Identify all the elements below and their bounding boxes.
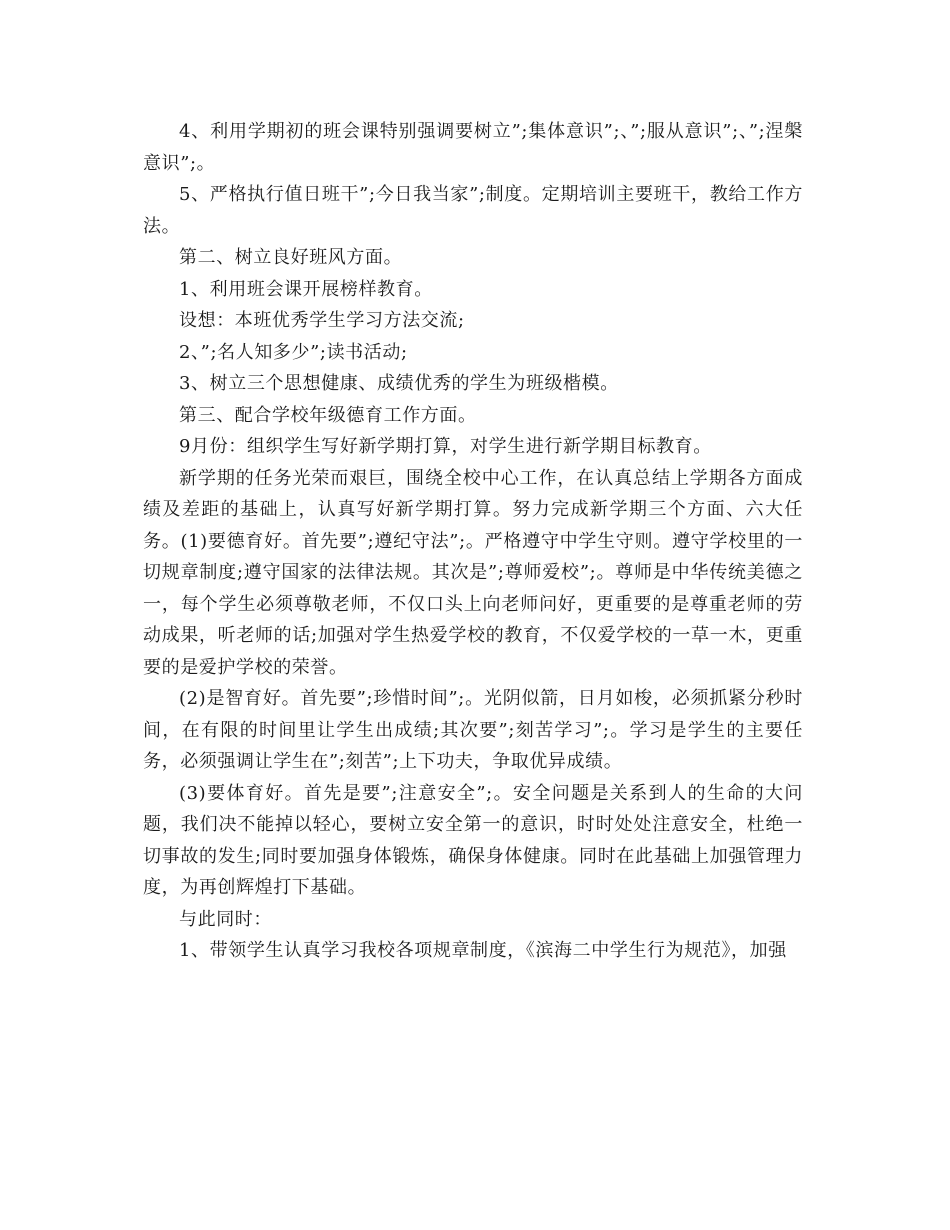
paragraph-8: 新学期的任务光荣而艰巨，围绕全校中心工作，在认真总结上学期各方面成绩及差距的基础上，认真写好新学期打算。努力完成新学期三个方面、六大任务。(1)要德育好。首先要”;遵纪守法”;。严格遵守中学生守则。遵守学校里的一切规章制度;遵守国家的法律法规。其次是”;尊师爱校”;。尊师是中华传统美德之一，每个学生必须尊敬老师，不仅口头上向老师问好，更重要的是尊重老师的劳动成果，听老师的话;加强对学生热爱学校的教育，不仅爱学校的一草一木，更重要的是爱护学校的荣誉。 (143, 467, 803, 678)
paragraph-7: 9月份：组织学生写好新学期打算，对学生进行新学期目标教育。 (179, 436, 712, 457)
section-heading-3: 第三、配合学校年级德育工作方面。 (179, 404, 477, 426)
paragraph-3: 1、利用班会课开展榜样教育。 (179, 278, 433, 300)
paragraph-4: 设想：本班优秀学生学习方法交流; (179, 310, 465, 331)
paragraph-11: 与此同时： (179, 908, 272, 930)
section-heading-2: 第二、树立良好班风方面。 (179, 247, 403, 268)
paragraph-6: 3、树立三个思想健康、成绩优秀的学生为班级楷模。 (179, 373, 619, 394)
paragraph-5: 2、”;名人知多少”;读书活动; (179, 341, 408, 363)
paragraph-12: 1、带领学生认真学习我校各项规章制度，《滨海二中学生行为规范》，加强 (179, 940, 787, 961)
paragraph-10: (3)要体育好。首先是要”;注意安全”;。安全问题是关系到人的生命的大问题，我们决不能掉以轻心，要树立安全第一的意识，时时处处注意安全，杜绝一切事故的发生;同时要加强身体锻炼，确保身体健康。同时在此基础上加强管理力度，为再创辉煌打下基础。 (143, 782, 803, 898)
paragraph-1: 4、利用学期初的班会课特别强调要树立”;集体意识”;、”;服从意识”;、”;涅槃意识”;。 (143, 121, 803, 174)
paragraph-9: (2)是智育好。首先要”;珍惜时间”;。光阴似箭，日月如梭，必须抓紧分秒时间，在有限的时间里让学生出成绩;其次要”;刻苦学习”;。学习是学生的主要任务，必须强调让学生在”;刻苦”;上下功夫，争取优异成绩。 (143, 688, 803, 772)
document-body (143, 116, 803, 967)
paragraph-2: 5、严格执行值日班干”;今日我当家”;制度。定期培训主要班干，教给工作方法。 (143, 184, 803, 237)
